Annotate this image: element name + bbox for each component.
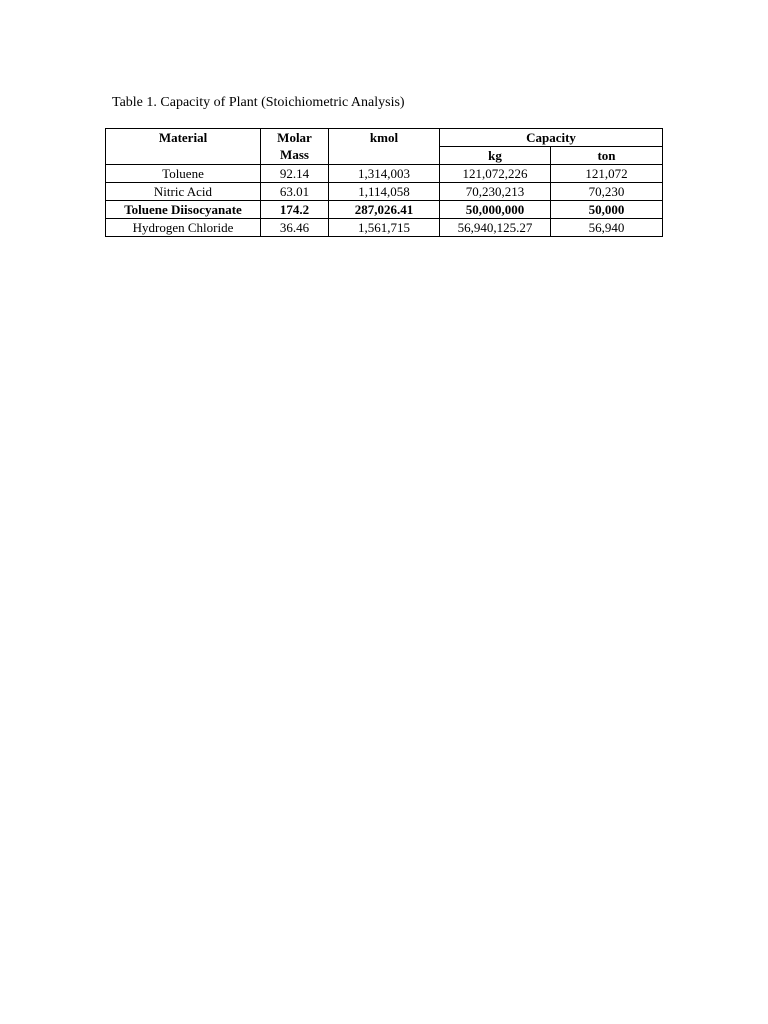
header-material: Material: [106, 129, 261, 165]
header-molar-mass: [261, 129, 329, 165]
cell-kg: 56,940,125.27: [440, 219, 551, 237]
table-row: [106, 165, 663, 183]
header-kg: kg: [440, 147, 551, 165]
cell-kmol: 287,026.41: [329, 201, 440, 219]
cell-molar-mass: 63.01: [261, 183, 329, 201]
header-ton: ton: [551, 147, 663, 165]
capacity-table: [105, 128, 663, 237]
cell-ton: 50,000: [551, 201, 663, 219]
cell-kg: 121,072,226: [440, 165, 551, 183]
header-molar-mass-line2: Mass: [280, 147, 309, 162]
header-capacity: Capacity: [440, 129, 663, 147]
cell-ton: 121,072: [551, 165, 663, 183]
table-caption: Table 1. Capacity of Plant (Stoichiometric Analysis): [112, 95, 405, 110]
cell-material: Toluene: [106, 165, 261, 183]
cell-material: Toluene Diisocyanate: [106, 201, 261, 219]
cell-molar-mass: 92.14: [261, 165, 329, 183]
cell-molar-mass: 174.2: [261, 201, 329, 219]
cell-molar-mass: 36.46: [261, 219, 329, 237]
cell-material: Hydrogen Chloride: [106, 219, 261, 237]
table-row: [106, 219, 663, 237]
header-molar-mass-line1: Molar: [277, 130, 312, 145]
table-row: [106, 201, 663, 219]
cell-kmol: 1,114,058: [329, 183, 440, 201]
table-row: [106, 183, 663, 201]
cell-kg: 70,230,213: [440, 183, 551, 201]
cell-ton: 70,230: [551, 183, 663, 201]
header-kmol: kmol: [329, 129, 440, 165]
cell-kmol: 1,314,003: [329, 165, 440, 183]
cell-kg: 50,000,000: [440, 201, 551, 219]
cell-material: Nitric Acid: [106, 183, 261, 201]
cell-ton: 56,940: [551, 219, 663, 237]
cell-kmol: 1,561,715: [329, 219, 440, 237]
